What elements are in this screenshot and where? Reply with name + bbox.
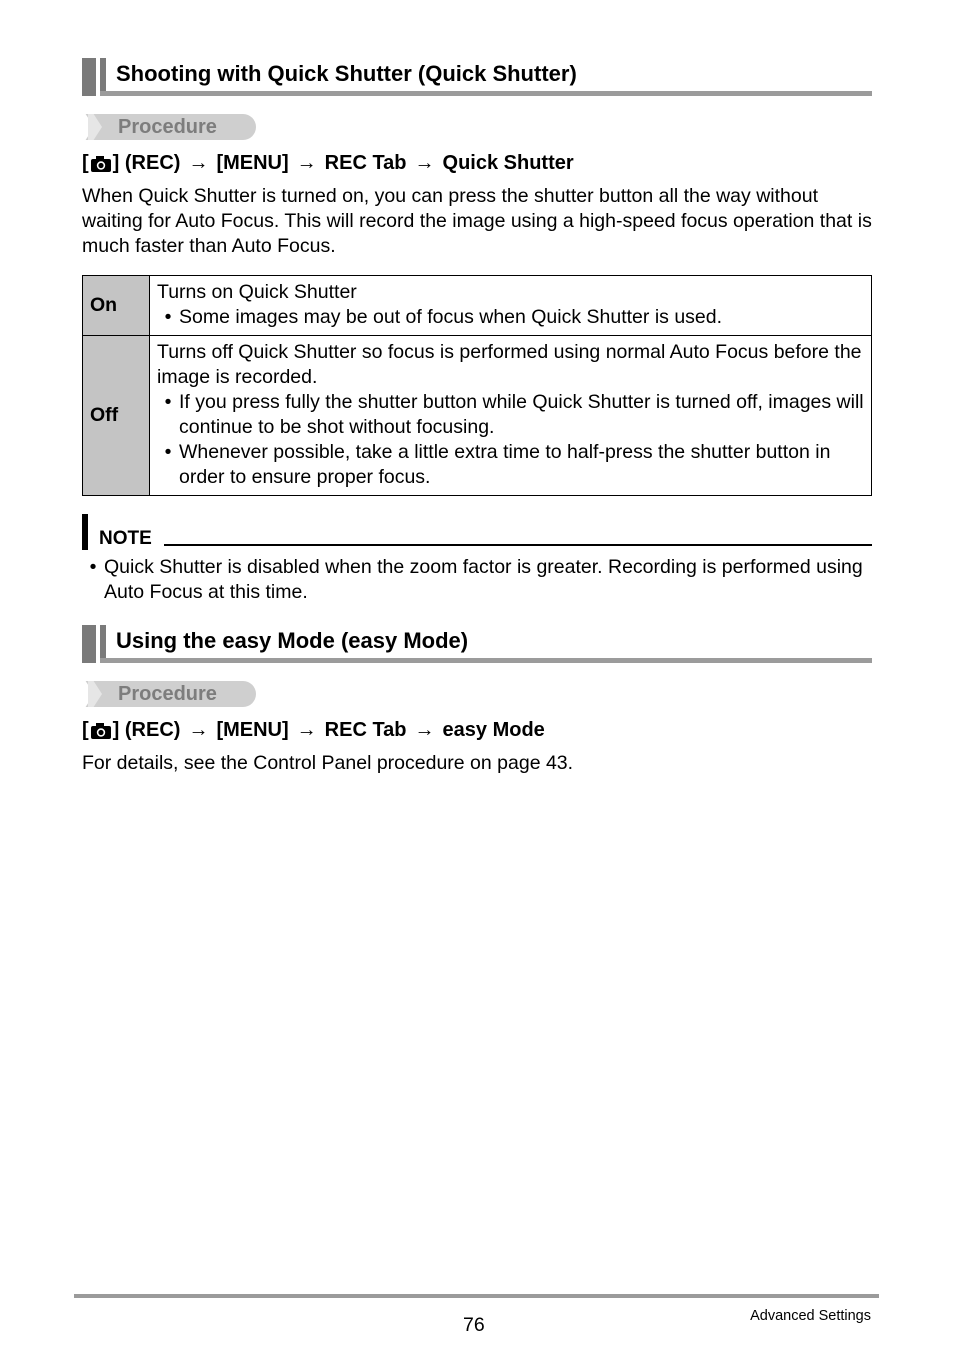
heading-bar [82,625,96,663]
option-value [150,276,872,336]
bullet-text: Some images may be out of focus when Quick Shutter is used. [179,306,723,328]
note-bar [82,514,88,550]
arrow-right-icon: → [296,152,317,174]
chevron-icon [88,681,102,707]
settings-table [82,275,872,496]
table-row [83,276,872,336]
note-text: Quick Shutter is disabled when the zoom factor is greater. Recording is performed using Auto Focus at this time. [104,556,863,603]
note-body [82,555,872,605]
path-bracket: [ [82,719,89,741]
bullet-text: If you press fully the shutter button while Quick Shutter is turned off, images will continue to be shot without focusing. [179,391,864,438]
procedure-label: Procedure [118,683,217,705]
list-item [157,390,865,440]
list-item [157,440,865,490]
list-item [157,305,865,330]
section-heading-easy-mode [82,625,872,663]
option-text: Turns on Quick Shutter [157,281,357,303]
procedure-badge [82,681,256,707]
note-heading [82,514,872,550]
footer-rule [74,1294,879,1298]
note-rule [164,544,872,546]
table-row [83,336,872,496]
procedure-label: Procedure [118,116,217,138]
note-label: NOTE [99,528,152,549]
option-value [150,336,872,496]
section-heading-quick-shutter [82,58,872,96]
camera-icon [90,154,112,172]
menu-path [82,717,545,743]
path-target: easy Mode [442,719,545,741]
path-bracket: [ [82,152,89,174]
heading-rule [100,658,872,663]
arrow-right-icon: → [414,719,435,741]
bullet-dot: • [164,391,172,413]
option-key: On [83,276,150,336]
path-menu: [MENU] [216,719,289,741]
path-rec: ] (REC) [112,719,181,741]
section-title: Using the easy Mode (easy Mode) [116,628,469,653]
section-description: When Quick Shutter is turned on, you can press the shutter button all the way without waiting for Auto Focus. This will record the image using a high-speed focus operation that is much faster than Auto Focus. [82,185,872,257]
option-text: Turns off Quick Shutter so focus is performed using normal Auto Focus before the image is recorded. [157,341,862,388]
heading-bar [82,58,96,96]
arrow-right-icon: → [414,152,435,174]
bullet-dot: • [164,306,172,328]
list-item [82,555,872,605]
path-rec: ] (REC) [112,152,181,174]
path-target: Quick Shutter [442,152,574,174]
arrow-right-icon: → [188,152,209,174]
path-tab: REC Tab [324,719,407,741]
bullet-dot: • [89,556,97,578]
footer-section-name: Advanced Settings [750,1308,871,1324]
arrow-right-icon: → [296,719,317,741]
path-tab: REC Tab [324,152,407,174]
menu-path [82,150,574,176]
arrow-right-icon: → [188,719,209,741]
section-title: Shooting with Quick Shutter (Quick Shutter) [116,61,577,86]
camera-icon [90,721,112,739]
bullet-dot: • [164,441,172,463]
page-number: 76 [463,1314,485,1336]
option-key: Off [83,336,150,496]
chevron-icon [88,114,102,140]
procedure-badge [82,114,256,140]
path-menu: [MENU] [216,152,289,174]
heading-rule [100,91,872,96]
bullet-text: Whenever possible, take a little extra time to half-press the shutter button in order to ensure proper focus. [179,441,831,488]
section-description: For details, see the Control Panel procedure on page 43. [82,752,574,774]
